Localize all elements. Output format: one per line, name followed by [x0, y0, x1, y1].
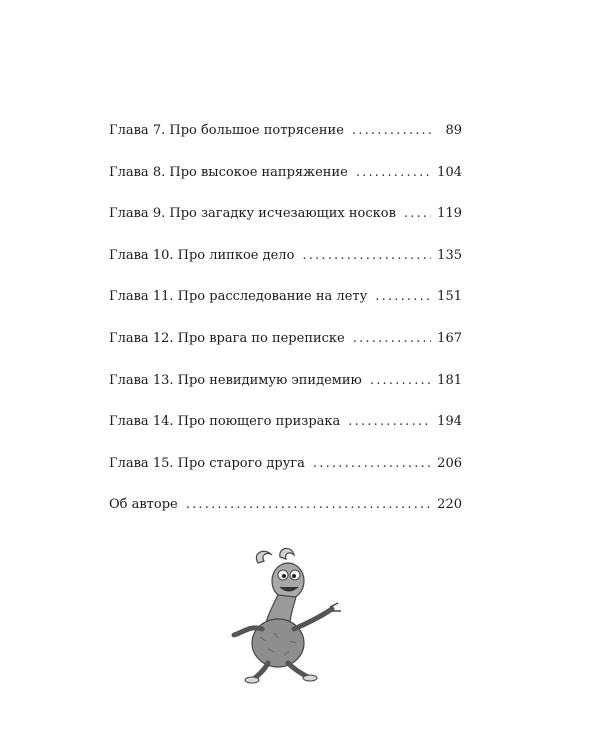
toc-leader-dots [375, 284, 431, 310]
toc-entry-page: 220 [437, 497, 462, 513]
toc-leader-dots [352, 118, 434, 144]
toc-entry-title: Глава 10. Про липкое дело [109, 247, 295, 263]
toc-entry-chapter-14 [109, 409, 462, 451]
toc-leader-dots [356, 160, 431, 186]
toc-entry-title: Об авторе [109, 497, 178, 513]
toc-entry-page: 167 [437, 330, 462, 346]
toc-entry-chapter-11 [109, 284, 462, 326]
toc-entry-title: Глава 7. Про большое потрясение [109, 123, 344, 138]
toc-entry-chapter-15 [109, 451, 462, 493]
toc-entry-chapter-10 [109, 243, 462, 285]
toc-entry-page: 135 [437, 247, 462, 263]
dancing-creature-illustration [228, 545, 348, 685]
toc-entry-title: Глава 15. Про старого друга [109, 455, 305, 471]
toc-entry-page: 194 [437, 414, 462, 430]
toc-entry-title: Глава 8. Про высокое напряжение [109, 164, 348, 180]
toc-entry-about-author [109, 492, 462, 534]
toc-entry-title: Глава 12. Про врага по переписке [109, 330, 345, 346]
toc-leader-dots [370, 368, 431, 394]
toc-entry-chapter-9 [109, 201, 462, 243]
toc-entry-chapter-7 [109, 118, 462, 160]
toc-entry-chapter-12 [109, 326, 462, 368]
toc-leader-dots [313, 451, 431, 477]
toc-entry-page: 151 [437, 289, 462, 305]
toc-leader-dots [302, 243, 431, 269]
creature-body [234, 548, 341, 683]
toc-entry-page: 181 [437, 372, 462, 388]
toc-entry-page: 206 [437, 455, 462, 471]
toc-entry-page: 89 [445, 123, 462, 138]
toc-entry-title: Глава 13. Про невидимую эпидемию [109, 372, 362, 388]
toc-entry-chapter-13 [109, 368, 462, 410]
toc-leader-dots [353, 326, 431, 352]
toc-entry-page: 119 [437, 206, 462, 222]
toc-leader-dots [186, 492, 431, 518]
toc-leader-dots [348, 409, 431, 435]
toc-leader-dots [404, 201, 431, 227]
toc-entry-page: 104 [437, 164, 462, 180]
toc-entry-title: Глава 11. Про расследование на лету [109, 289, 368, 305]
toc-entry-title: Глава 14. Про поющего призрака [109, 414, 341, 430]
toc-entry-title: Глава 9. Про загадку исчезающих носков [109, 206, 396, 222]
toc-entry-chapter-8 [109, 160, 462, 202]
table-of-contents [109, 118, 462, 534]
